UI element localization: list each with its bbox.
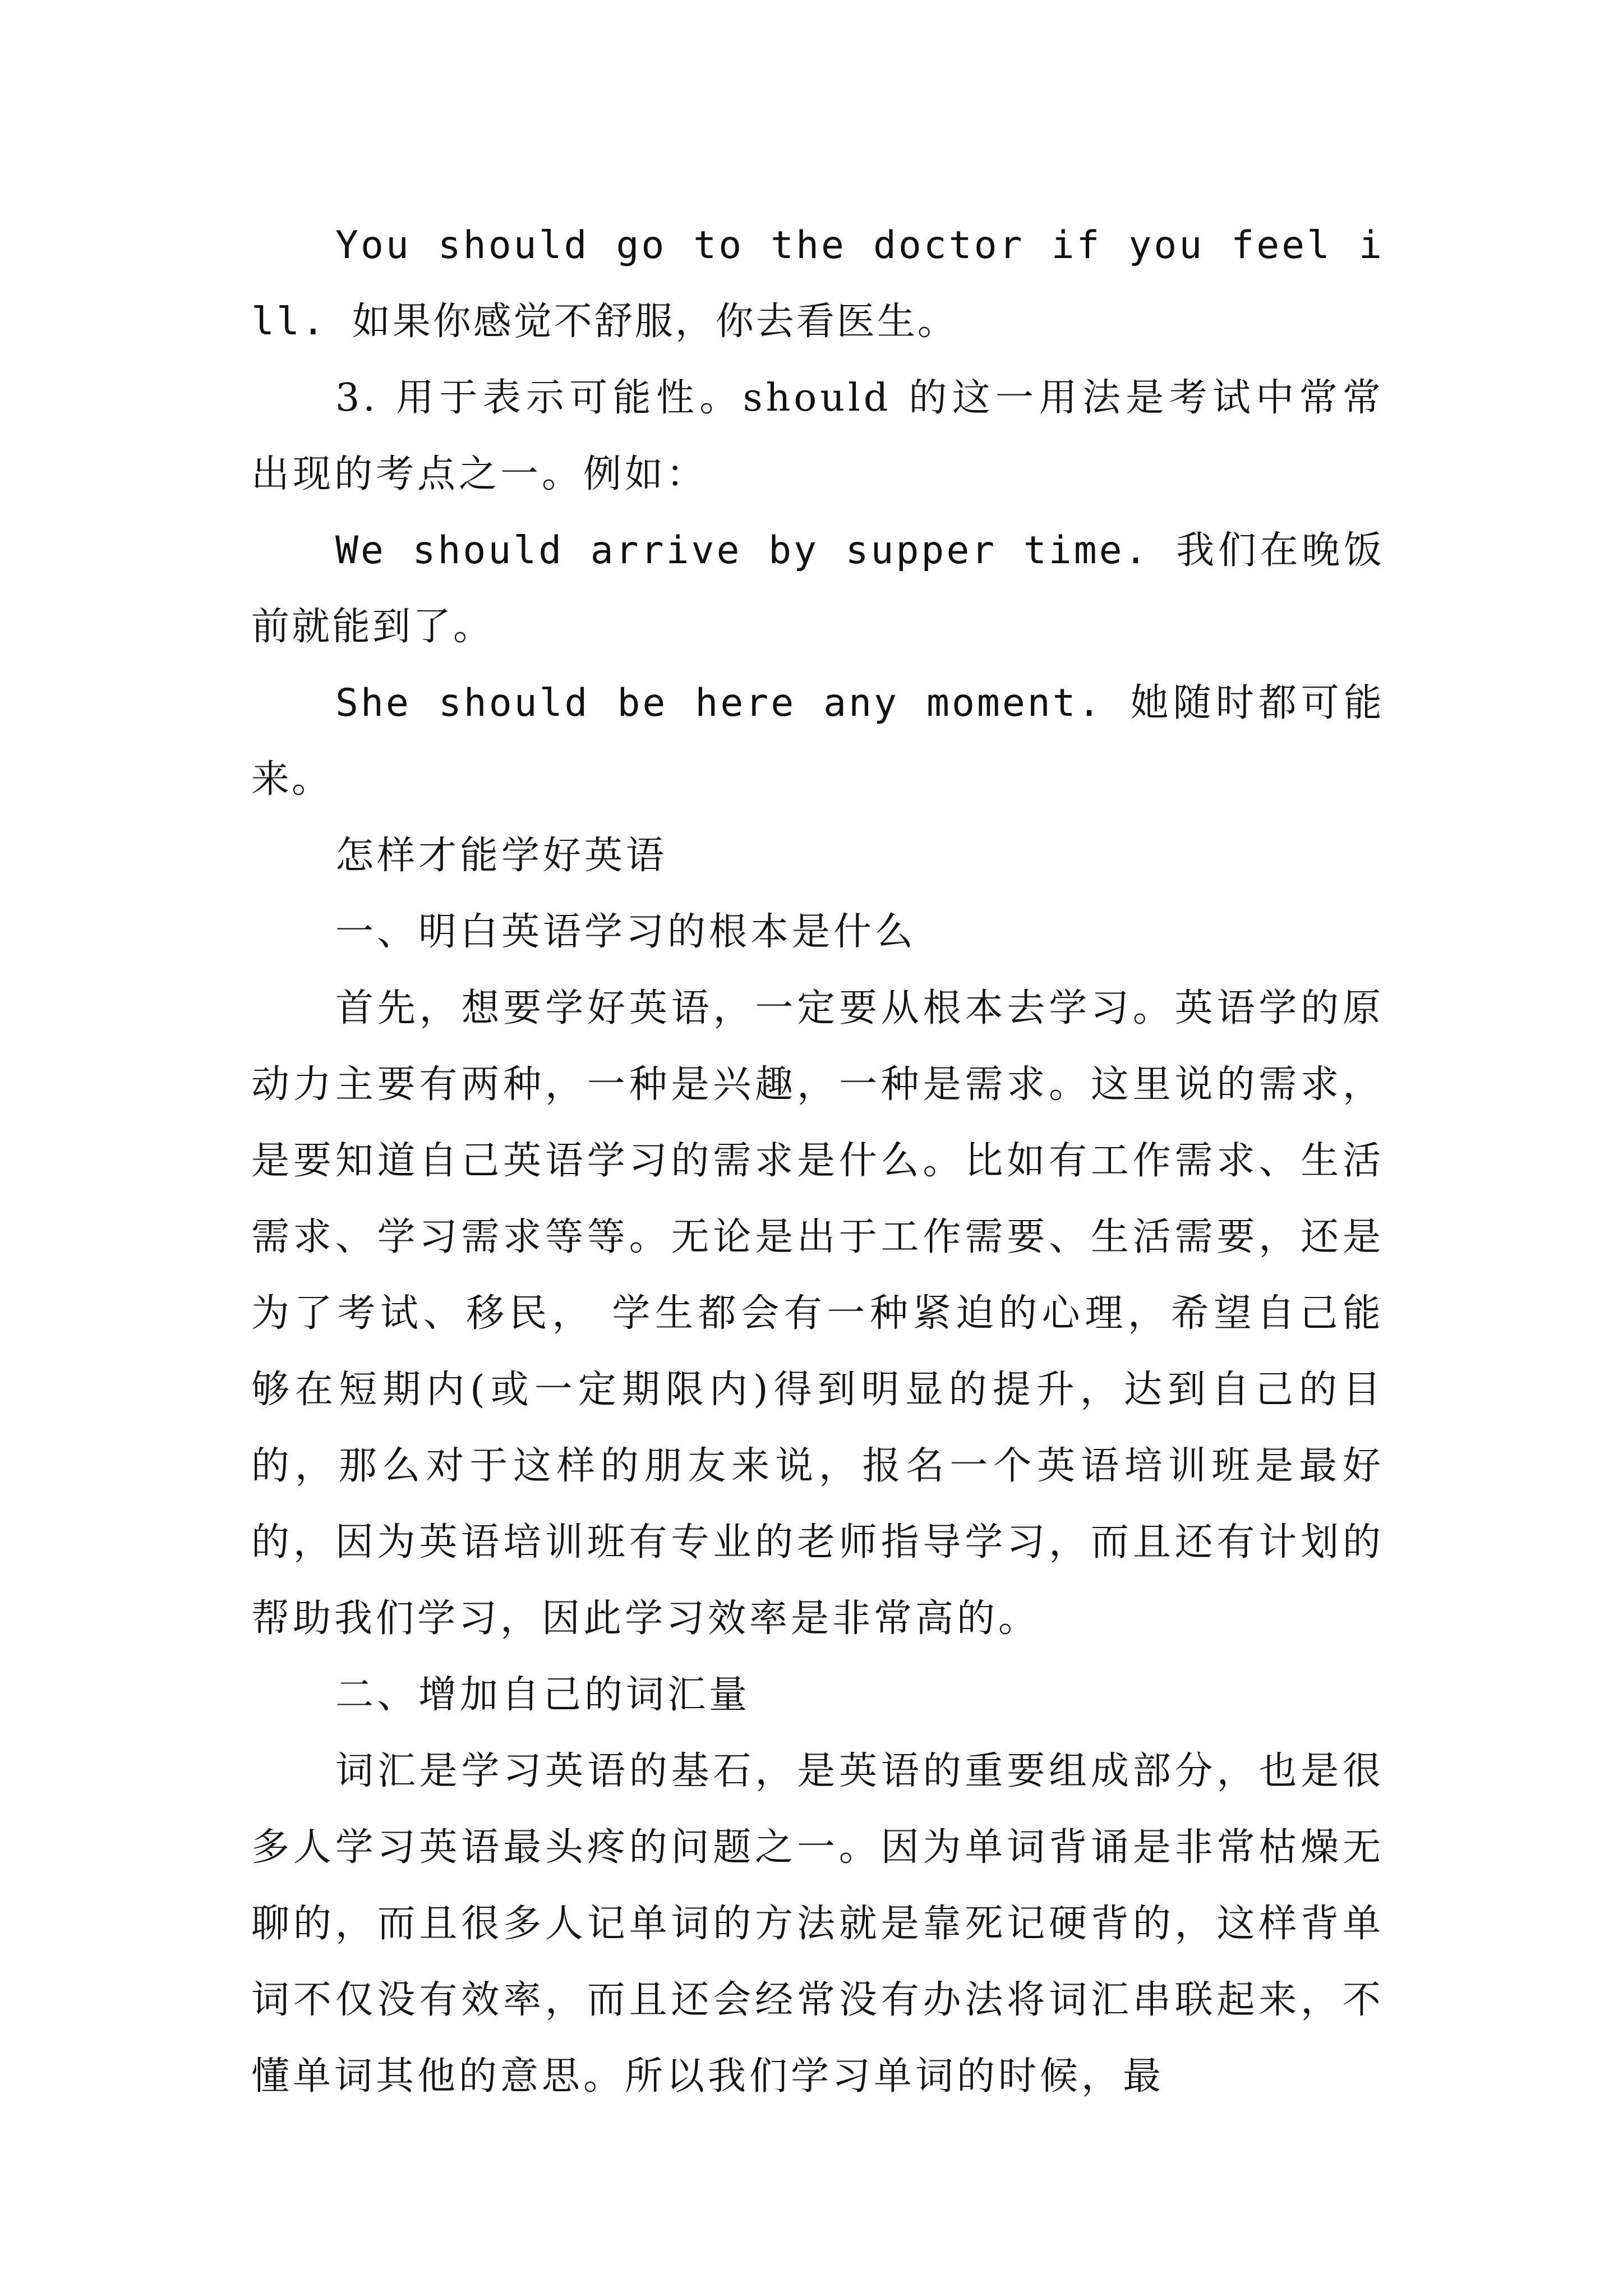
section-title: 怎样才能学好英语 — [335, 834, 668, 878]
example-sentence-doctor: You should go to the doctor if you feel ill. 如果你感觉不舒服，你去看医生。 — [251, 223, 1384, 344]
example-sentence-moment: She should be here any moment. 她随时都可能来。 — [251, 681, 1384, 802]
paragraph-part-2: 词汇是学习英语的基石，是英语的重要组成部分，也是很多人学习英语最头疼的问题之一。因为单词背诵是非常枯燥无聊的，而且很多人记单词的方法就是靠死记硬背的，这样背单词不仅没有效率，而且还会经常没有办法将词汇串联起来，不懂单词其他的意思。所以我们学习单词的时候，最 — [251, 1749, 1384, 2099]
heading-part-1: 一、明白英语学习的根本是什么 — [335, 910, 917, 954]
example-sentence-supper: We should arrive by supper time. 我们在晚饭前就能到了。 — [251, 528, 1384, 649]
document-body — [251, 208, 1384, 2115]
paragraph-part-1: 首先，想要学好英语，一定要从根本去学习。英语学的原动力主要有两种，一种是兴趣，一种是需求。这里说的需求，是要知道自己英语学习的需求是什么。比如有工作需求、生活需求、学习需求等等。无论是出于工作需要、生活需要，还是为了考试、移民， 学生都会有一种紧迫的心理，希望自己能够在短期内(或一定期限内)得到明显的提升，达到自己的目的，那么对于这样的朋友来说，报名一个英语培训班是最好的，因为英语培训班有专业的老师指导学习，而且还有计划的帮助我们学习，因此学习效率是非常高的。 — [251, 986, 1384, 1641]
heading-part-2: 二、增加自己的词汇量 — [335, 1673, 751, 1717]
usage-point-3: 3. 用于表示可能性。should 的这一用法是考试中常常出现的考点之一。例如： — [251, 376, 1384, 496]
